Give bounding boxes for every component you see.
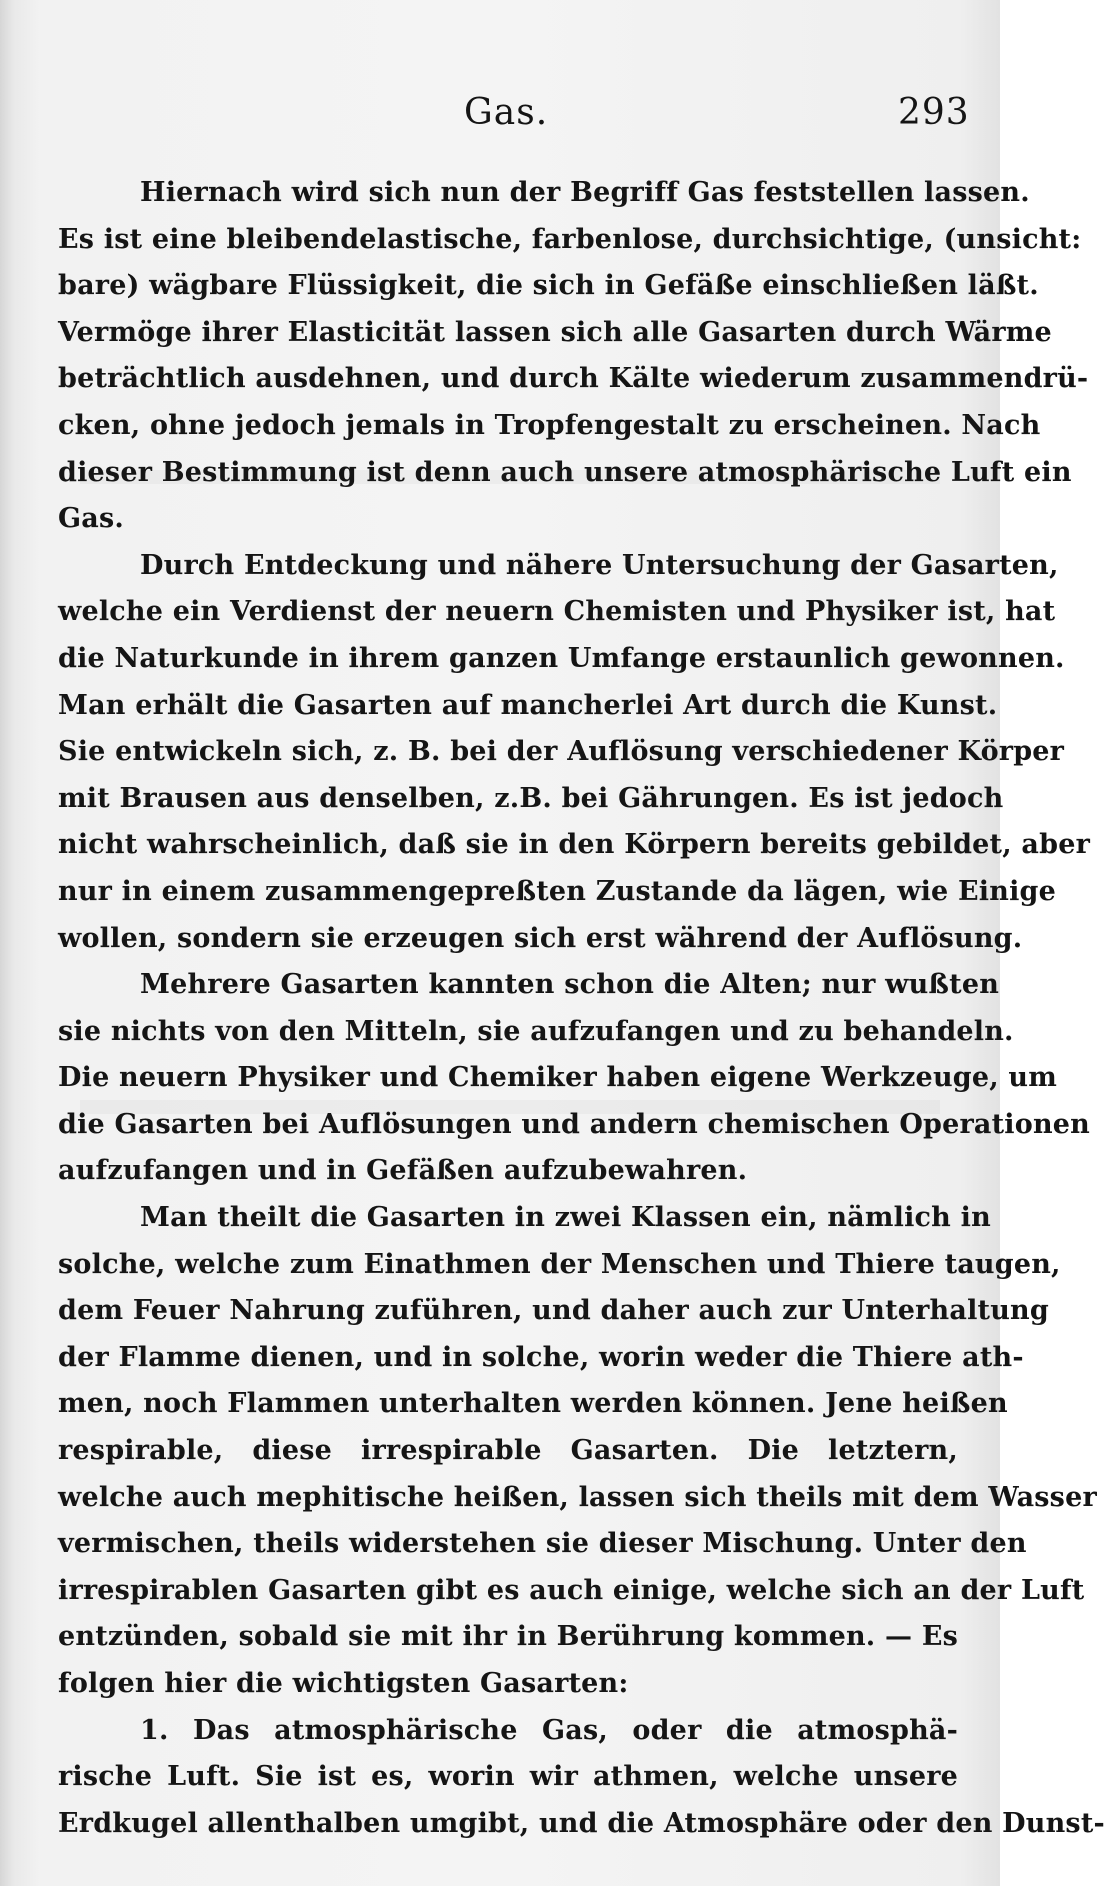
text-line: mit Brausen aus denselben, z.B. bei Gährungen. Es ist jedoch — [58, 782, 1004, 814]
text-line: Gas. — [58, 503, 124, 535]
text-line: Vermöge ihrer Elasticität lassen sich alle Gasarten durch Wärme — [58, 316, 1052, 348]
text-line: solche, welche zum Einathmen der Menschen und Thiere taugen, — [58, 1248, 1061, 1280]
text-line: Man theilt die Gasarten in zwei Klassen ein, nämlich in — [140, 1202, 991, 1234]
text-line: Mehrere Gasarten kannten schon die Alten; nur wußten — [140, 969, 1000, 1001]
text-line: Die neuern Physiker und Chemiker haben eigene Werkzeuge, um — [58, 1062, 1058, 1094]
body-text — [58, 170, 1105, 1847]
text-line: Hiernach wird sich nun der Begriff Gas feststellen lassen. — [140, 177, 1030, 208]
text-line: folgen hier die wichtigsten Gasarten: — [58, 1668, 629, 1699]
text-line: Es ist eine bleibendelastische, farbenlose, durchsichtige, (unsicht: — [58, 223, 1082, 255]
text-line: sie nichts von den Mitteln, sie aufzufangen und zu behandeln. — [58, 1015, 1014, 1047]
text-line: die Gasarten bei Auflösungen und andern chemischen Operationen — [58, 1108, 1090, 1140]
running-head — [0, 92, 1000, 142]
text-line: bare) wägbare Flüssigkeit, die sich in Gefäße einschließen läßt. — [58, 270, 1039, 302]
page-title: Gas. — [464, 92, 549, 133]
page-number: 293 — [898, 92, 970, 133]
text-line: nicht wahrscheinlich, daß sie in den Körpern bereits gebildet, aber — [58, 829, 1091, 861]
text-line: dieser Bestimmung ist denn auch unsere atmosphärische Luft ein — [58, 456, 1072, 488]
text-line: beträchtlich ausdehnen, und durch Kälte wiederum zusammendrü- — [58, 363, 1089, 395]
text-line: der Flamme dienen, und in solche, worin weder die Thiere ath- — [58, 1341, 1024, 1373]
text-line: cken, ohne jedoch jemals in Tropfengestalt zu erscheinen. Nach — [58, 409, 1041, 441]
text-line: Durch Entdeckung und nähere Untersuchung der Gasarten, — [140, 549, 1059, 581]
text-line: men, noch Flammen unterhalten werden können. Jene heißen — [58, 1388, 1008, 1420]
text-line: nur in einem zusammengepreßten Zustande da lägen, wie Einige — [58, 875, 1056, 907]
text-line: Sie entwickeln sich, z. B. bei der Auflösung verschiedener Körper — [58, 736, 1065, 768]
text-line: die Naturkunde in ihrem ganzen Umfange erstaunlich gewonnen. — [58, 642, 1065, 674]
text-line: aufzufangen und in Gefäßen aufzubewahren. — [58, 1155, 748, 1187]
text-line: vermischen, theils widerstehen sie dieser Mischung. Unter den — [58, 1528, 1027, 1560]
text-line: rische Luft. Sie ist es, worin wir athmen, welche unsere — [58, 1761, 958, 1793]
text-line: wollen, sondern sie erzeugen sich erst während der Auflösung. — [58, 922, 1023, 954]
text-line: dem Feuer Nahrung zuführen, und daher auch zur Unterhaltung — [58, 1295, 1049, 1327]
text-line: entzünden, sobald sie mit ihr in Berührung kommen. — Es — [58, 1621, 958, 1653]
text-line: 1. Das atmosphärische Gas, oder die atmosphä- — [140, 1714, 958, 1746]
text-line: welche auch mephitische heißen, lassen sich theils mit dem Wasser — [58, 1481, 1097, 1513]
text-line: respirable, diese irrespirable Gasarten. Die letztern, — [58, 1435, 958, 1467]
text-line: Man erhält die Gasarten auf mancherlei Art durch die Kunst. — [58, 689, 998, 721]
text-line: welche ein Verdienst der neuern Chemisten und Physiker ist, hat — [58, 596, 1056, 628]
text-line: irrespirablen Gasarten gibt es auch einige, welche sich an der Luft — [58, 1574, 1085, 1606]
text-line: Erdkugel allenthalben umgibt, und die Atmosphäre oder den Dunst- — [58, 1807, 1105, 1839]
